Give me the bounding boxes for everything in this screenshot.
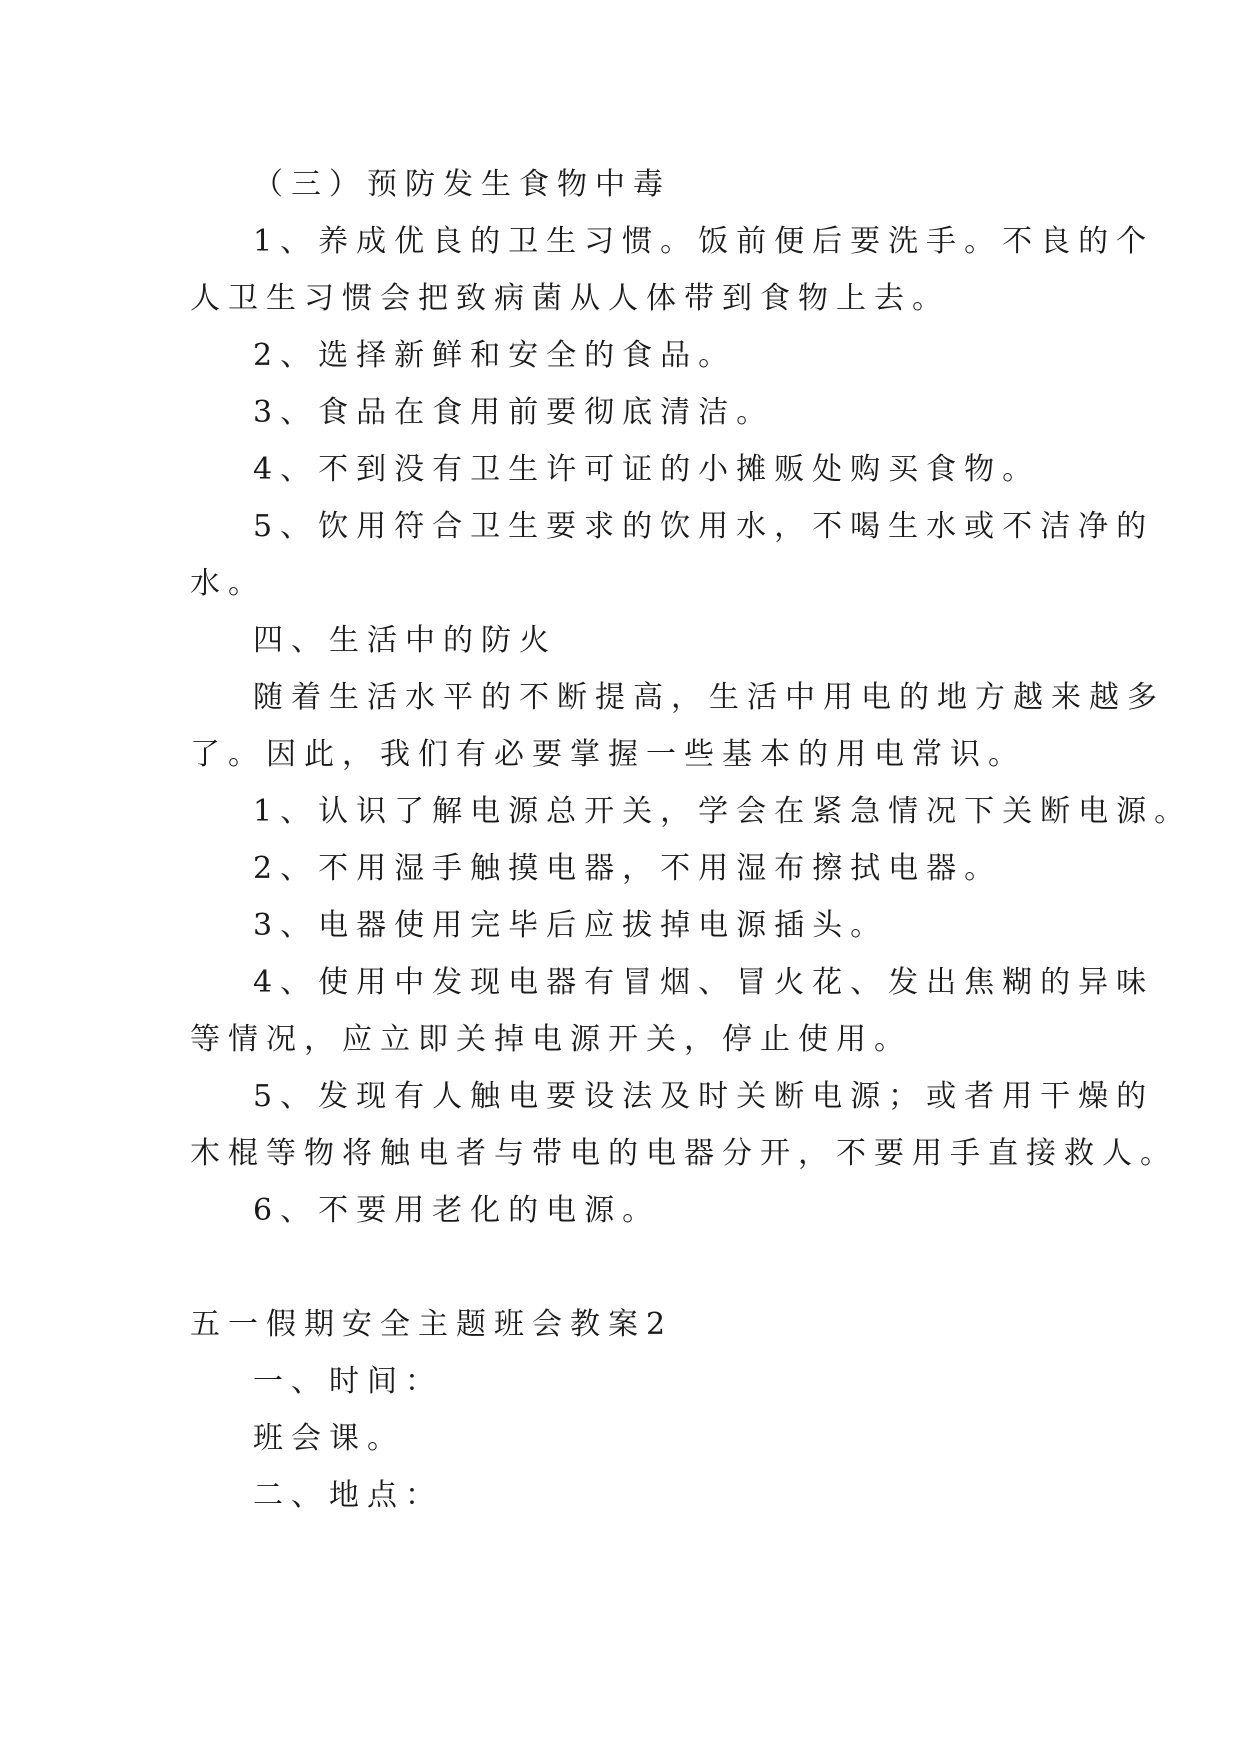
paragraph-line: 4、不到没有卫生许可证的小摊贩处购买食物。 [253,452,1041,487]
paragraph-line: 人卫生习惯会把致病菌从人体带到食物上去。 [190,281,950,316]
paragraph-line: 1、养成优良的卫生习惯。饭前便后要洗手。不良的个 [253,224,1155,259]
paragraph-line: 了。因此，我们有必要掌握一些基本的用电常识。 [190,737,1026,772]
paragraph-line: 4、使用中发现电器有冒烟、冒火花、发出焦糊的异味 [253,965,1155,1000]
section-heading: 一、时间： [253,1364,443,1399]
document-title: 五一假期安全主题班会教案2 [190,1307,674,1342]
paragraph-line: 随着生活水平的不断提高，生活中用电的地方越来越多 [253,680,1165,715]
section-heading: 四、生活中的防火 [253,623,557,658]
paragraph-line: 水。 [190,566,266,601]
section-heading: （三）预防发生食物中毒 [253,167,671,202]
paragraph-line: 6、不要用老化的电源。 [253,1193,661,1228]
paragraph-line: 2、不用湿手触摸电器，不用湿布擦拭电器。 [253,851,1003,886]
paragraph-line: 班会课。 [253,1421,405,1456]
section-heading: 二、地点： [253,1478,443,1513]
paragraph-line: 3、食品在食用前要彻底清洁。 [253,395,775,430]
paragraph-line: 1、认识了解电源总开关，学会在紧急情况下关断电源。 [253,794,1193,829]
paragraph-line: 木棍等物将触电者与带电的电器分开，不要用手直接救人。 [190,1136,1178,1171]
paragraph-line: 等情况，应立即关掉电源开关，停止使用。 [190,1022,912,1057]
paragraph-line: 5、饮用符合卫生要求的饮用水，不喝生水或不洁净的 [253,509,1155,544]
paragraph-line: 2、选择新鲜和安全的食品。 [253,338,737,373]
paragraph-line: 3、电器使用完毕后应拔掉电源插头。 [253,908,889,943]
paragraph-line: 5、发现有人触电要设法及时关断电源；或者用干燥的 [253,1079,1155,1114]
